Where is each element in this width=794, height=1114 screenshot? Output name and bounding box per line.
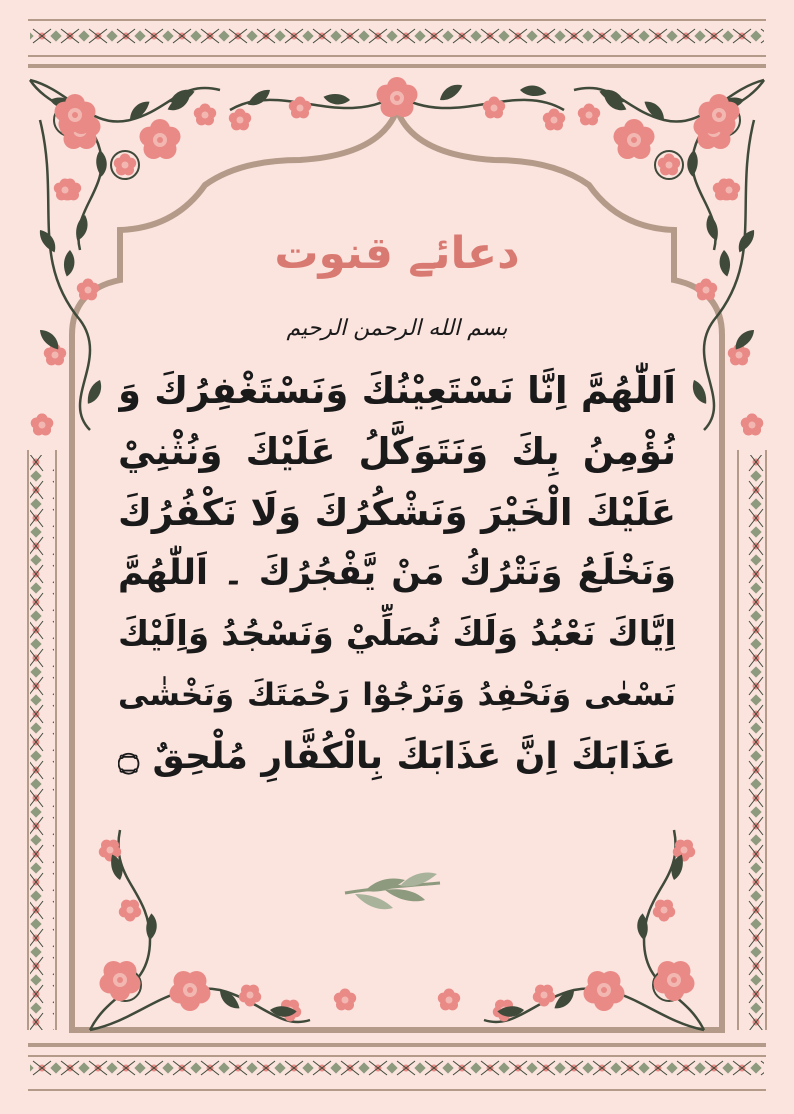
dua-line: نَسْعٰى وَنَحْفِدُ وَنَرْجُوْا رَحْمَتَكَ وَنَخْشٰى [118,677,676,713]
dua-line: اَللّٰهُمَّ اِنَّا نَسْتَعِيْنُكَ وَنَسْتَغْفِرُكَ وَ [118,369,676,412]
dua-text [118,360,676,787]
bismillah: بسم الله الرحمن الرحيم [286,316,508,341]
dua-line: عَذَابَكَ اِنَّ عَذَابَكَ بِالْكُفَّارِ مُلْحِقٌ ۝ [118,736,676,777]
leaf-sprig-divider-icon [345,873,440,910]
dua-line: نُؤْمِنُ بِكَ وَنَتَوَكَّلُ عَلَيْكَ وَنُثْنِيْ [118,430,676,473]
dua-line: اِيَّاكَ نَعْبُدُ وَلَكَ نُصَلِّيْ وَنَسْجُدُ وَاِلَيْكَ [118,614,676,654]
page-title: دعائے قنوت [274,228,520,279]
dua-line: عَلَيْكَ الْخَيْرَ وَنَشْكُرُكَ وَلَا نَكْفُرُكَ [118,491,676,534]
dua-line: وَنَخْلَعُ وَنَتْرُكُ مَنْ يَّفْجُرُكَ ۔ اَللّٰهُمَّ [118,553,676,593]
